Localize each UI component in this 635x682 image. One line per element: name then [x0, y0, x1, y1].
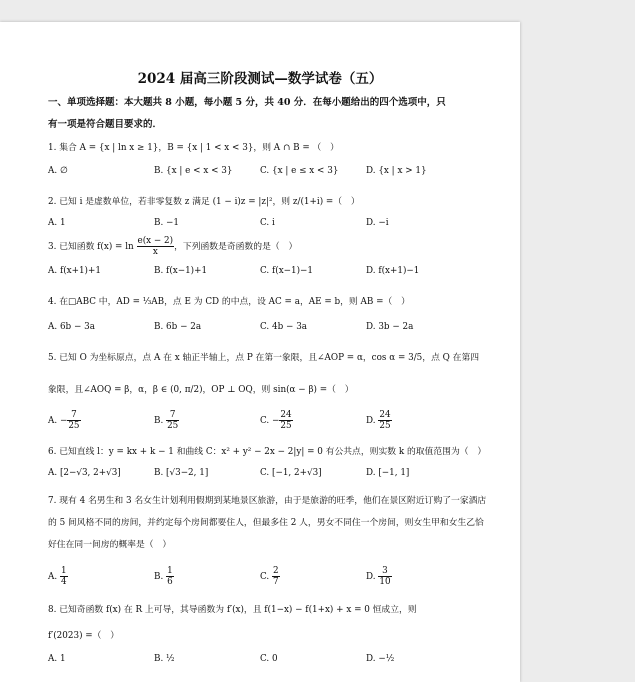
- option-a: [48, 410, 81, 431]
- fraction-numerator: 1: [167, 566, 173, 576]
- option-fraction: [378, 410, 391, 431]
- section-heading: [48, 92, 488, 136]
- option-prefix: B.: [154, 416, 167, 426]
- option-c: C. 4b − 3a: [260, 322, 308, 332]
- question-2: 2. 已知 i 是虚数单位，若非零复数 z 满足 (1 − i)z = |z|²，则 z/(1+i) =（ ）: [48, 197, 360, 207]
- question-3: [48, 236, 488, 257]
- option-d: [366, 410, 392, 431]
- fraction-denominator: 25: [167, 421, 179, 431]
- fraction-numerator: 7: [67, 410, 80, 421]
- fraction-denominator: 7: [273, 577, 279, 587]
- question-5-line1: 5. 已知 O 为坐标原点，点 A 在 x 轴正半轴上，点 P 在第一象限，且∠AOP = α，cos α = 3/5，点 Q 在第四: [48, 353, 480, 363]
- question-5-options: [48, 410, 488, 430]
- question-7: 7. 现有 4 名男生和 3 名女生计划利用假期到某地景区旅游，由于是旅游的旺季，他们在景区附近订购了一家酒店的 5 间风格不同的房间，并约定每个房间都要住人，但最多住 2 人，男女不同住一个房间，则女生甲和女生乙恰好住在同一间房的概率是（ ）: [48, 496, 487, 550]
- option-a: A. 1: [48, 654, 66, 664]
- option-prefix: D.: [366, 572, 379, 582]
- option-fraction: [166, 410, 179, 431]
- question-1: 1. 集合 A = {x | ln x ≥ 1}，B = {x | 1 < x < 3}，则 A ∩ B = （ ）: [48, 143, 339, 153]
- fraction-denominator: x: [152, 247, 158, 257]
- option-prefix: A. −: [48, 416, 68, 426]
- question-6: 6. 已知直线 l：y = kx + k − 1 和曲线 C：x² + y² − 2x − 2|y| = 0 有公共点，则实数 k 的取值范围为（ ）: [48, 447, 487, 457]
- fraction-numerator: 3: [378, 566, 391, 577]
- option-fraction: [272, 566, 280, 587]
- option-d: D. [−1, 1]: [366, 468, 410, 478]
- question-8-line2: f′(2023) =（ ）: [48, 631, 120, 641]
- question-1-options: [48, 166, 488, 186]
- option-b: [154, 566, 174, 587]
- option-fraction: [279, 410, 292, 431]
- option-a: A. 1: [48, 218, 66, 228]
- option-fraction: [166, 566, 174, 587]
- option-prefix: D.: [366, 416, 379, 426]
- option-b: B. ½: [154, 654, 175, 664]
- fraction-numerator: 24: [379, 410, 391, 420]
- option-b: B. f(x−1)+1: [154, 266, 208, 276]
- fraction-denominator: 25: [280, 421, 292, 431]
- fraction-denominator: 4: [60, 577, 67, 587]
- option-prefix: C. −: [260, 416, 280, 426]
- question-2-options: [48, 218, 488, 238]
- option-d: [366, 566, 392, 587]
- question-6-options: [48, 468, 488, 488]
- option-c: C. [−1, 2+√3]: [260, 468, 322, 478]
- option-prefix: C.: [260, 572, 273, 582]
- option-c: C. i: [260, 218, 275, 228]
- question-5-line2: 象限，且∠AOQ = β，α，β ∈ (0, π/2)，OP ⊥ OQ，则 sin(α − β) =（ ）: [48, 385, 354, 395]
- option-d: D. f(x+1)−1: [366, 266, 420, 276]
- question-4-options: [48, 322, 488, 342]
- fraction-numerator: 2: [273, 566, 279, 576]
- option-a: A. 6b − 3a: [48, 322, 95, 332]
- option-fraction: [67, 410, 80, 431]
- option-a: A. ∅: [48, 166, 68, 176]
- question-4: 4. 在□ABC 中，AD = ⅓AB，点 E 为 CD 的中点，设 AC = a，AE = b，则 AB =（ ）: [48, 297, 410, 307]
- option-a: A. [2−√3, 2+√3]: [48, 468, 121, 478]
- option-d: D. −i: [366, 218, 389, 228]
- fraction-numerator: e(x − 2): [137, 236, 174, 246]
- option-c: C. {x | e ≤ x < 3}: [260, 166, 339, 176]
- fraction-denominator: 25: [68, 421, 80, 431]
- question-7-options: [48, 566, 488, 586]
- question-3-text-post: ，下列函数是奇函数的是（ ）: [174, 242, 298, 252]
- question-3-options: [48, 266, 488, 286]
- option-b: B. {x | e < x < 3}: [154, 166, 233, 176]
- option-d: D. 3b − 2a: [366, 322, 414, 332]
- question-3-text-pre: 3. 已知函数 f(x) = ln: [48, 242, 137, 252]
- fraction-numerator: 7: [166, 410, 179, 421]
- fraction-denominator: 6: [167, 577, 173, 587]
- option-fraction: [60, 566, 68, 587]
- option-prefix: B.: [154, 572, 167, 582]
- fraction-denominator: 25: [379, 421, 391, 431]
- exam-page: [0, 22, 520, 682]
- option-prefix: A.: [48, 572, 60, 582]
- option-b: B. 6b − 2a: [154, 322, 202, 332]
- option-c: C. 0: [260, 654, 278, 664]
- option-c: C. f(x−1)−1: [260, 266, 314, 276]
- option-d: D. −½: [366, 654, 395, 664]
- option-a: A. f(x+1)+1: [48, 266, 101, 276]
- exam-title: 2024 届高三阶段测试—数学试卷（五）: [137, 71, 383, 87]
- option-b: [154, 410, 179, 431]
- option-a: [48, 566, 68, 587]
- option-fraction: [378, 566, 391, 587]
- option-c: [260, 566, 280, 587]
- fraction-numerator: 24: [280, 410, 292, 420]
- question-8-line1: 8. 已知奇函数 f(x) 在 R 上可导，其导函数为 f′(x)，且 f(1−x) − f(1+x) + x = 0 恒成立，则: [48, 605, 417, 615]
- question-8-options: [48, 654, 488, 674]
- option-d: D. {x | x > 1}: [366, 166, 427, 176]
- fraction-denominator: 10: [379, 577, 391, 587]
- option-b: B. [√3−2, 1]: [154, 468, 209, 478]
- fraction-numerator: 1: [60, 566, 67, 576]
- question-3-fraction: [137, 236, 175, 257]
- option-b: B. −1: [154, 218, 180, 228]
- option-c: [260, 410, 293, 431]
- section-heading-line1: 一、单项选择题：本大题共 8 小题，每小题 5 分，共 40 分．在每小题给出的四个选项中，只: [48, 97, 446, 108]
- section-heading-line2: 有一项是符合题目要求的．: [48, 119, 163, 130]
